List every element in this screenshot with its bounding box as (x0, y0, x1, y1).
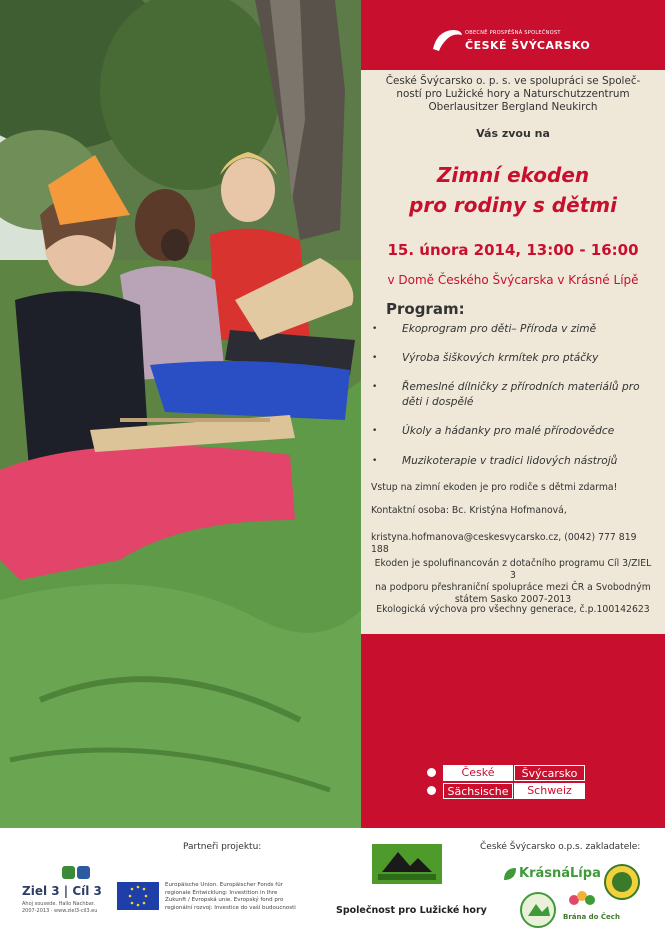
bullet-icon: • (372, 382, 378, 392)
ziel3-logo-text: Ziel 3 | Cíl 3 (22, 884, 102, 898)
ceske-svycarsko-np-badge-icon (520, 892, 556, 928)
entry-note: Vstup na zimní ekoden je pro rodiče s dětmi zdarma! (371, 482, 618, 493)
ceske-svycarsko-logo-icon (431, 27, 463, 53)
program-item-text: Úkoly a hádanky pro malé přírodovědce (402, 425, 615, 437)
title-line: pro rodiny s dětmi (409, 193, 617, 217)
hero-photo (0, 0, 361, 828)
event-place: v Domě Českého Švýcarska v Krásné Lípě (387, 273, 639, 287)
children-playing-zithers-image (0, 0, 361, 828)
funding-line: Ekoden je spolufinancován z dotačního programu Cíl 3/ZIEL 3 (374, 558, 652, 581)
krasna-lipa-logo-text: KrásnáLípa (519, 866, 601, 881)
title-line: Zimní ekoden (436, 163, 590, 187)
naturschutzzentrum-logo-icon (372, 844, 442, 884)
event-date: 15. února 2014, 13:00 - 16:00 (387, 241, 639, 259)
program-item-text: Výroba šiškových krmítek pro ptáčky (402, 352, 599, 364)
partners-footer (0, 828, 665, 941)
event-title (361, 160, 665, 220)
funding-line: na podporu přeshraniční spolupráce mezi ČR a Svobodným (375, 582, 651, 593)
partners-heading: Partneři projektu: (183, 842, 262, 852)
program-heading: Program: (386, 300, 465, 318)
eu-line: Zukunft / Evropská unie. Evropský fond pro (165, 897, 284, 903)
logo-cz-right: Švýcarsko (514, 765, 585, 781)
ziel3-puzzle-icon (60, 862, 94, 884)
footer-band (361, 634, 665, 828)
intro-line: Oberlausitzer Bergland Neukirch (428, 101, 598, 113)
logo-de-right: Schweiz (514, 783, 585, 799)
org-name: ČESKÉ ŠVÝCARSKO (465, 39, 591, 52)
municipality-badge-icon (604, 864, 640, 900)
brana-do-cech-icon (566, 888, 598, 912)
program-item (369, 424, 657, 439)
program-item (369, 380, 657, 410)
intro-line: České Švýcarsko o. p. s. ve spolupráci se Společ- (385, 75, 641, 87)
program-item (369, 322, 657, 337)
program-list (369, 318, 657, 469)
eu-line: Europäische Union. Europäischer Fonds für (165, 882, 283, 888)
dot-icon (427, 786, 436, 795)
funding-line: státem Sasko 2007-2013 (454, 594, 572, 605)
ziel3-tagline: Ahoj sousede. Hallo Nachbar. (22, 901, 95, 907)
eu-flag-icon (117, 882, 159, 910)
bullet-icon: • (372, 353, 378, 363)
contact-details: kristyna.hofmanova@ceskesvycarsko.cz, (0042) 777 819 188 (371, 532, 637, 555)
eu-line: regionální rozvoj: Investice do vaší budoucnosti (165, 904, 296, 911)
eu-line: regionale Entwicklung: Investition in Ihre (165, 889, 278, 896)
intro-line: ností pro Lužické hory a Naturschutzzentrum (396, 88, 630, 100)
krasna-lipa-leaf-icon (502, 866, 518, 882)
program-item-text: Muzikoterapie v tradici lidových nástrojů (402, 455, 618, 467)
brana-do-cech-text: Brána do Čech (563, 913, 620, 921)
ceske-svycarsko-saechsische-schweiz-logo (427, 765, 585, 803)
dot-icon (427, 768, 436, 777)
program-item (369, 351, 657, 366)
logo-de-left: Sächsische (443, 783, 513, 799)
invite-text: Vás zvou na (476, 127, 550, 140)
bullet-icon: • (372, 456, 378, 466)
bullet-icon: • (372, 324, 378, 334)
contact-person: Kontaktní osoba: Bc. Kristýna Hofmanová, (371, 505, 567, 516)
program-item (369, 454, 657, 469)
program-item-text: Řemeslné dílničky z přírodních materiálů pro děti i dospělé (402, 381, 640, 408)
eco-note: Ekologická výchova pro všechny generace, č.p.100142623 (376, 604, 650, 615)
bullet-icon: • (372, 426, 378, 436)
org-tagline: OBECNĚ PROSPĚŠNÁ SPOLEČNOST (465, 30, 561, 36)
founders-heading: České Švýcarsko o.p.s. zakladatele: (480, 842, 641, 852)
eu-funding-text (165, 882, 296, 912)
program-item-text: Ekoprogram pro děti– Příroda v zimě (402, 323, 597, 335)
header-band (361, 0, 665, 70)
ziel3-url: 2007-2013 · www.ziel3-cil3.eu (22, 908, 98, 914)
intro-text (369, 75, 657, 114)
funding-note (371, 558, 655, 606)
logo-cz-left: České (443, 765, 513, 781)
invitation-panel (361, 0, 665, 828)
spolecnost-name: Společnost pro Lužické hory (336, 905, 487, 916)
